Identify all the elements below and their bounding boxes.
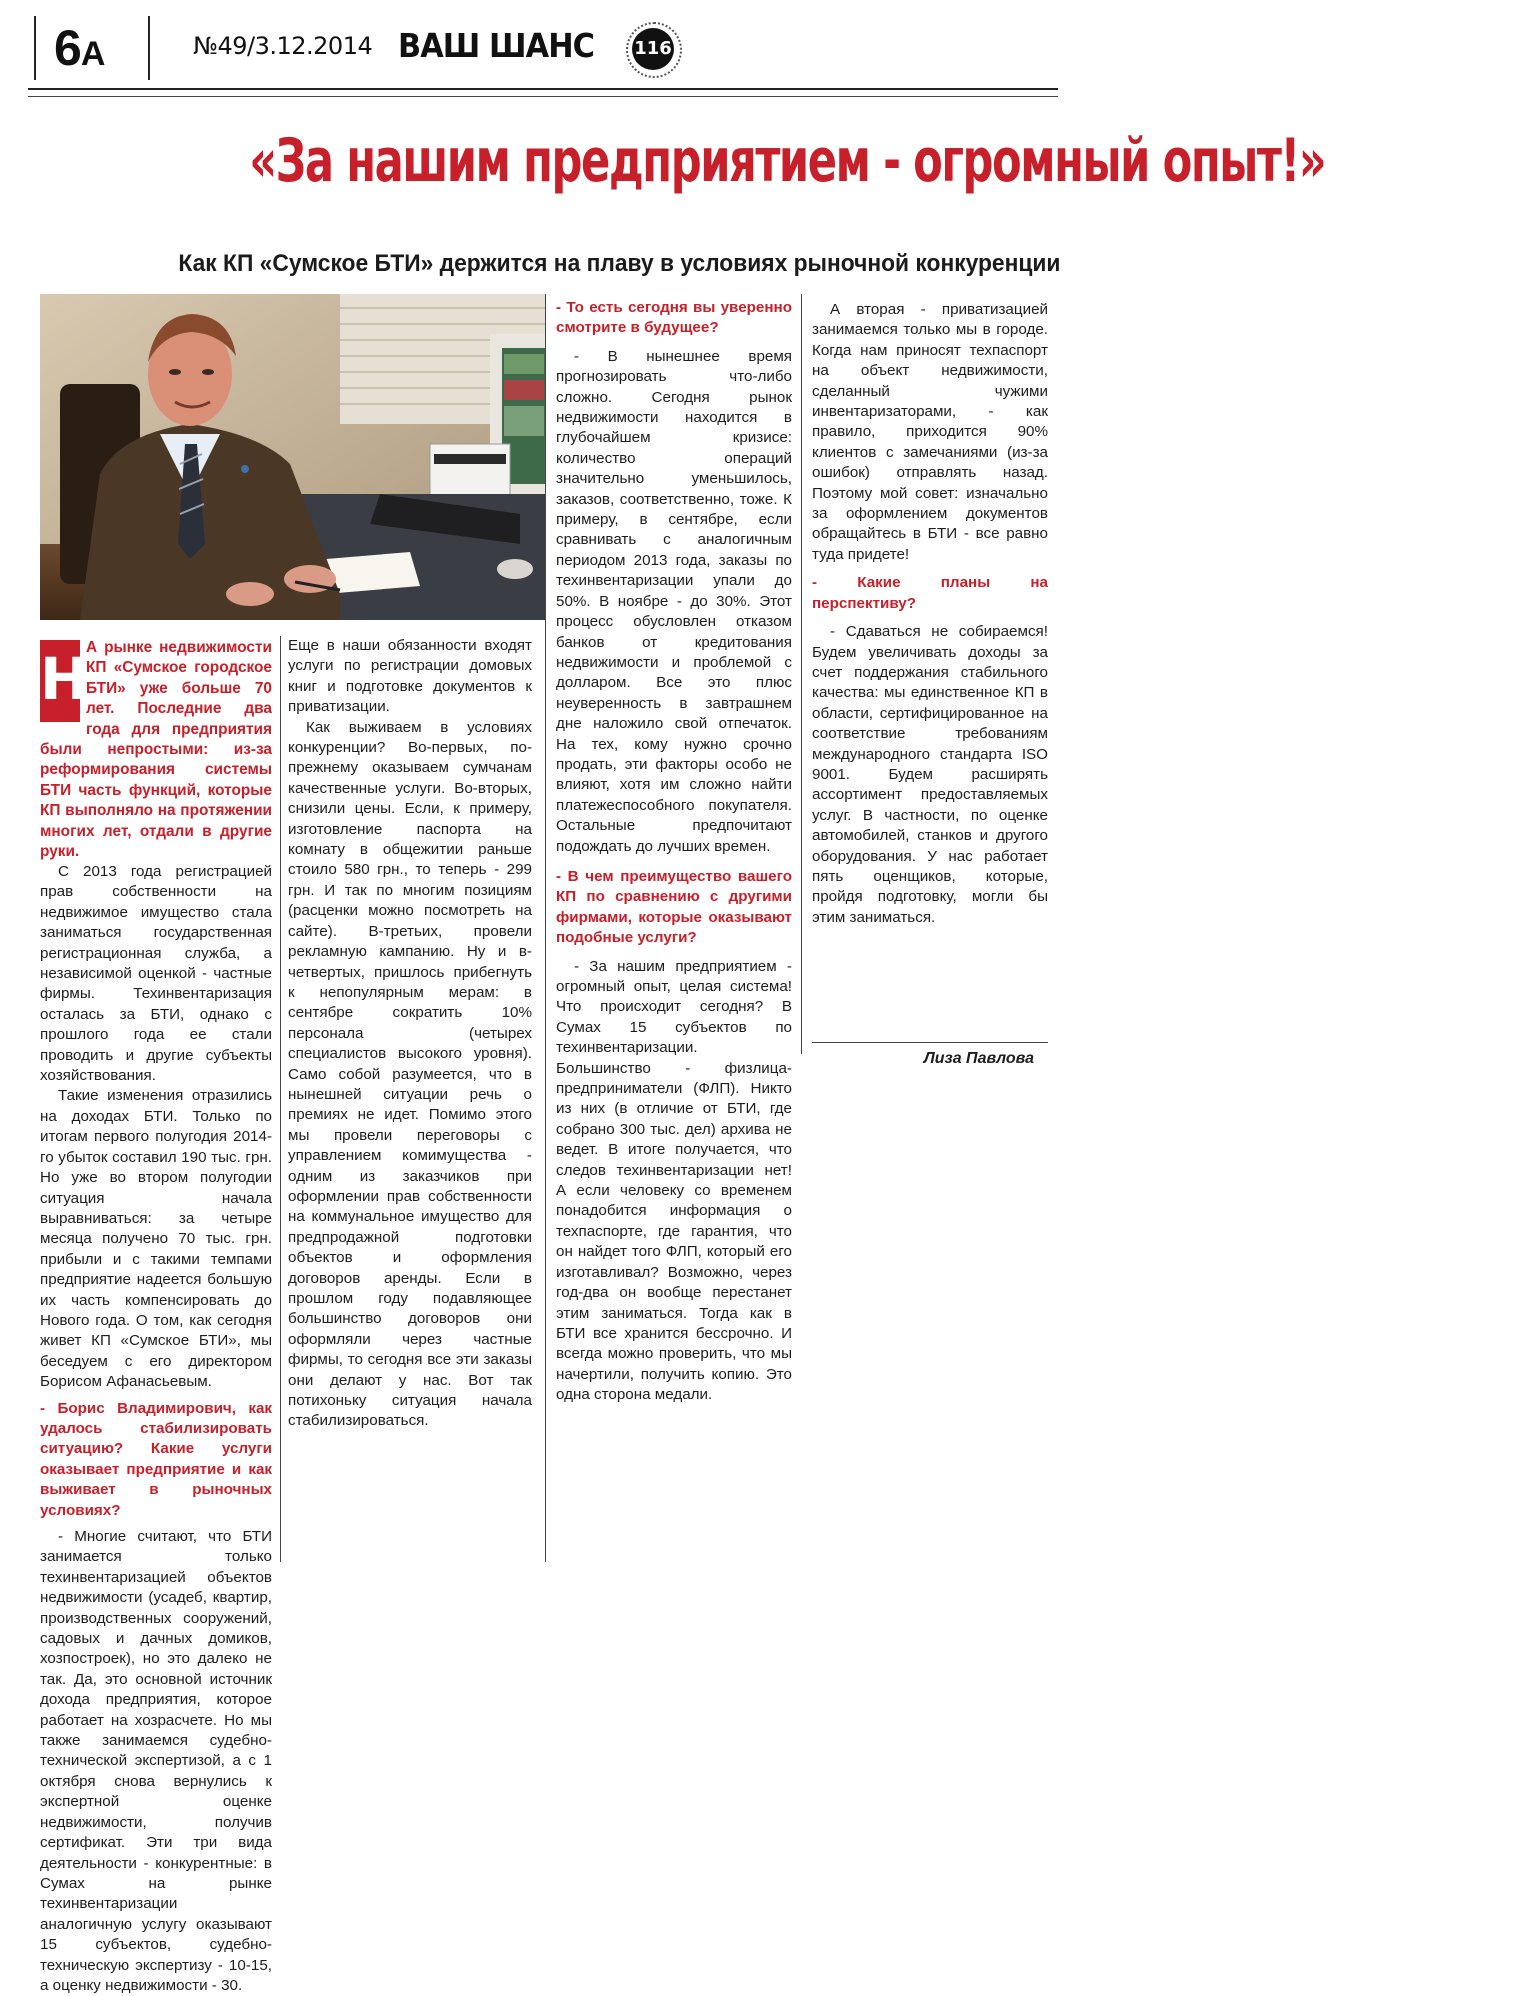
headline-text: «За нашим предприятием - огромный опыт!» <box>249 126 1326 196</box>
subheadline <box>60 250 1060 278</box>
body-paragraph: Еще в наши обязанности входят услуги по регистрации домовых книг и подготовке документов к приватизации. <box>288 637 532 716</box>
interview-answer: - В нынешнее время прогнозировать что-либо сложно. Сегодня рынок недвижимости находится в глубочайшем кризисе: количество операций значительно уменьшилось, заказов, соответственно, тоже. К примеру, в сентябре, если сравнивать с аналогичным периодом 2013 года, заказы по техинвентаризации упали до 50%. В ноябре - до 30%. Этот процесс обусловлен отказом банков от кредитования недвижимости и проблемой с долларом. Все это плюс неуверенность в завтрашнем дне наложило свой отпечаток. На тех, кому нужно срочно продать, эти факторы особо не влияют, хотя им сложно найти платежеспособного покупателя. Остальные предпочитают подождать до лучших времен. <box>556 347 792 855</box>
lead-paragraph <box>40 638 272 861</box>
issue-number: №49/3.12.2014 <box>193 32 373 60</box>
body-paragraph: Как выживаем в условиях конкуренции? Во-первых, по-прежнему оказываем сумчанам качественные услуги. Во-вторых, снизили цены. Если, к примеру, изготовление паспорта на комнату в общежитии раньше стоило 580 грн., то теперь - 299 грн. И так по многим позициям (расценки можно посмотреть на сайте). В-третьих, провели рекламную кампанию. Ну и в-четвертых, пришлось прибегнуть к непопулярным мерам: в сентябре сократить 10% персонала (четырех специалистов высокого уровня). Само собой разумеется, что в нынешней ситуации речь о премиях не идет. Помимо этого мы провели переговоры с управлением комимущества - одним из заказчиков при оформлении прав собственности на коммунальное имущество для предпродажной подготовки объектов и оформления договоров аренды. Если в прошлом году подавляющее большинство договоров они оформляли через частные фирмы, то сегодня все эти заказы они делают у нас. Вот так потихоньку ситуация начала стабилизироваться. <box>288 718 532 1430</box>
masthead-rule-thin <box>28 96 1058 97</box>
column-rule <box>801 294 802 1054</box>
dropcap: Н <box>40 640 80 722</box>
interview-question: - То есть сегодня вы уверенно смотрите в будущее? <box>556 299 792 337</box>
body-paragraph: А вторая - приватизацией занимаемся только мы в городе. Когда нам приносят техпаспорт на объект недвижимости, сделанный чужими инвентаризаторами, - как правило, приходится 90% клиентов с замечаниями (из-за ошибок) отправлять назад. Поэтому мой совет: изначально за оформлением документов обращайтесь в БТИ - все равно туда придете! <box>812 301 1048 563</box>
column-rule <box>280 636 281 1562</box>
headline <box>40 126 1326 196</box>
byline: Лиза Павлова <box>923 1050 1034 1067</box>
interview-answer: - За нашим предприятием - огромный опыт, целая система! Что происходит сегодня? В Сумах 15 субъектов по техинвентаризации. Большинство - физлица-предприниматели (ФЛП). Никто из них (в отличие от БТИ, где собрано 300 тыс. дел) архива не ведет. В итоге получается, что следов техинвентаризации нет! А если человеку со временем понадобится информация о техпаспорте, где гарантия, что он найдет того ФЛП, который его изготавливал? Возможно, через год-два он вообще перестанет этим заниматься. Тогда как в БТИ все хранится бессрочно. И всегда можно проверить, что мы начертили, получить копию. Это одна сторона медали. <box>556 957 792 1404</box>
paper-logo: 116 <box>632 28 674 70</box>
article-column-1 <box>40 862 272 1994</box>
subheadline-text: Как КП «Сумское БТИ» держится на плаву в условиях рыночной конкуренции <box>177 250 1060 277</box>
masthead-divider <box>34 16 36 80</box>
column-rule <box>545 294 546 1562</box>
interview-question: - В чем преимущество вашего КП по сравнению с другими фирмами, которые оказывают подобные услуги? <box>556 867 792 947</box>
masthead-rule <box>28 88 1058 90</box>
interview-answer: - Многие считают, что БТИ занимается только техинвентаризацией объектов недвижимости (усадеб, квартир, производственных сооружений, садовых и дачных домиков, хозпостроек), но это далеко не так. Да, это основной источник дохода предприятия, которое работает на хозрасчете. Но мы также занимаемся судебно-технической экспертизой, а с 1 октября снова вернулись к экспертной оценке недвижимости, получив сертификат. Эти три вида деятельности - конкурентные: в Сумах на рынке техинвентаризации аналогичную услугу оказывают 15 субъектов, судебно-техническую экспертизу - 10-15, а оценку недвижимости - 30. <box>40 1528 272 1994</box>
director-photo-image <box>40 294 546 620</box>
paper-name: ВАШ ШАНС <box>398 26 595 65</box>
body-paragraph: Такие изменения отразились на доходах БТИ. Только по итогам первого полугодия 2014-го убыток составил 190 тыс. грн. Но уже во втором полугодии ситуация начала выравниваться: за четыре месяца получено 70 тыс. грн. прибыли и с такими темпами предприятие надеется большую их часть компенсировать до Нового года. О том, как сегодня живет КП «Сумское БТИ», мы беседуем с его директором Борисом Афанасьевым. <box>40 1087 272 1391</box>
article-column-3 <box>556 298 792 1404</box>
interview-question: - Какие планы на перспективу? <box>812 574 1048 612</box>
interview-answer: - Сдаваться не собираемся! Будем увеличивать доходы за счет поддержания стабильного качества: мы единственное КП в области, сертифицированное на соответствие требованиям международного стандарта ISO 9001. Будем расширять ассортимент предоставляемых услуг. В частности, по оценке автомобилей, станков и другого оборудования. У нас работает пять оценщиков, которые, пройдя подготовку, могли бы этим заниматься. <box>812 623 1048 926</box>
article-column-2 <box>288 636 532 1562</box>
masthead <box>28 8 1058 96</box>
byline-rule <box>812 1042 1048 1043</box>
body-paragraph: С 2013 года регистрацией прав собственности на недвижимое имущество стала заниматься государственная регистрационная служба, а независимой оценкой - частные фирмы. Техинвентаризация осталась за БТИ, однако с прошлого года ее стали проводить и другие субъекты хозяйствования. <box>40 863 272 1085</box>
masthead-divider <box>148 16 150 80</box>
page-number: 6А <box>54 20 105 76</box>
article-column-4 <box>812 300 1048 1040</box>
director-photo <box>40 294 546 620</box>
lead-text: А рынке недвижимости КП «Сумское городское БТИ» уже больше 70 лет. Последние два года для предприятия были непростыми: из-за реформирования системы БТИ часть функций, которые КП выполняло на протяжении многих лет, отдали в другие руки. <box>40 639 272 861</box>
interview-question: - Борис Владимирович, как удалось стабилизировать ситуацию? Какие услуги оказывает предприятие и как выживает в рыночных условиях? <box>40 1399 272 1519</box>
